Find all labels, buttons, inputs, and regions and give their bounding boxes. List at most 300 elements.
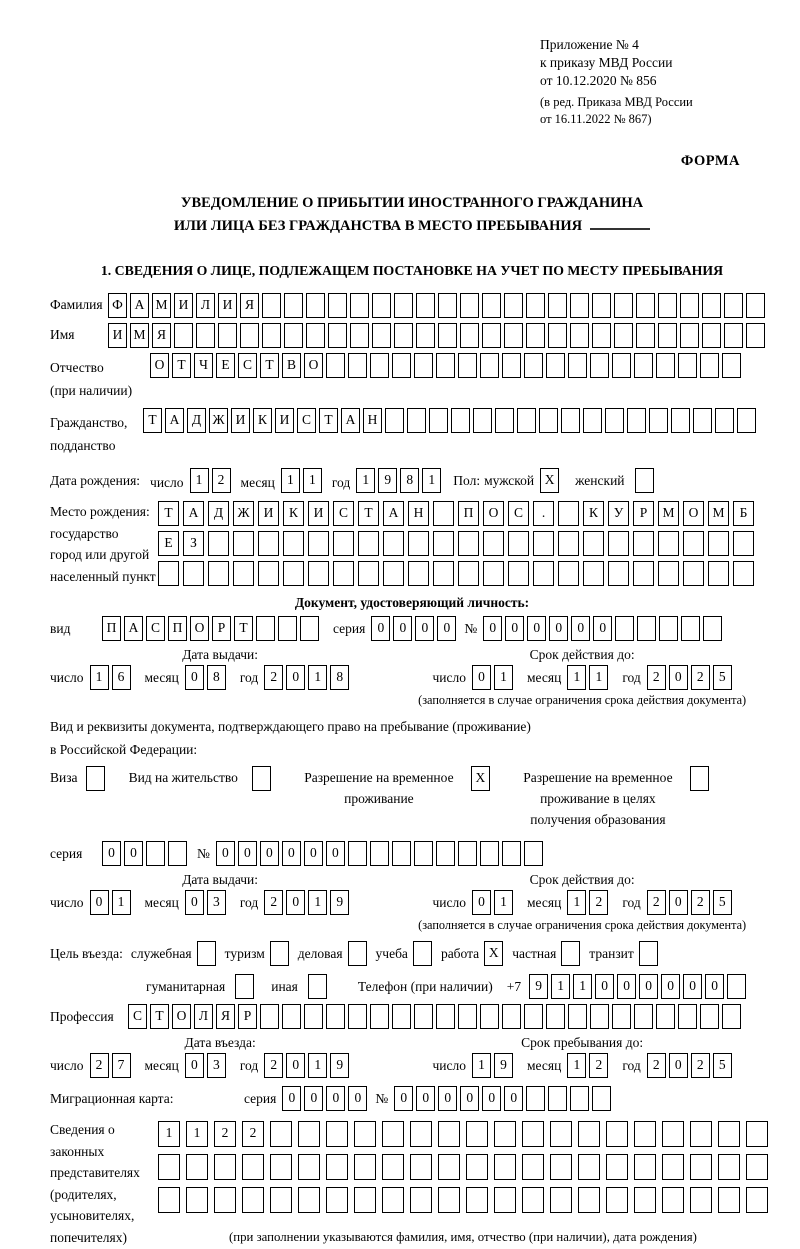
form-cell[interactable]: 0 — [504, 1086, 523, 1111]
form-cell[interactable] — [383, 531, 404, 556]
form-cell[interactable] — [480, 841, 499, 866]
form-cell[interactable]: 0 — [415, 616, 434, 641]
form-cell[interactable]: 2 — [647, 890, 666, 915]
form-cell[interactable]: 5 — [713, 665, 732, 690]
form-cell[interactable]: 0 — [394, 1086, 413, 1111]
form-cell[interactable] — [298, 1187, 320, 1213]
form-cell[interactable] — [258, 531, 279, 556]
form-cell[interactable]: 1 — [567, 890, 586, 915]
form-cell[interactable]: 7 — [112, 1053, 131, 1078]
form-cell[interactable] — [282, 1004, 301, 1029]
form-cell[interactable]: 0 — [286, 1053, 305, 1078]
form-cell[interactable]: О — [150, 353, 169, 378]
checkbox-cell[interactable] — [86, 766, 105, 791]
form-cell[interactable]: А — [383, 501, 404, 526]
form-cell[interactable]: 0 — [438, 1086, 457, 1111]
form-cell[interactable] — [634, 1187, 656, 1213]
form-cell[interactable] — [539, 408, 558, 433]
form-cell[interactable]: 1 — [281, 468, 300, 493]
form-cell[interactable] — [385, 408, 404, 433]
form-cell[interactable] — [614, 323, 633, 348]
form-cell[interactable] — [658, 293, 677, 318]
form-cell[interactable] — [727, 974, 746, 999]
form-cell[interactable] — [583, 561, 604, 586]
form-cell[interactable] — [592, 1086, 611, 1111]
form-cell[interactable]: 1 — [158, 1121, 180, 1147]
form-cell[interactable] — [429, 408, 448, 433]
form-cell[interactable]: 0 — [393, 616, 412, 641]
form-cell[interactable] — [614, 293, 633, 318]
form-cell[interactable]: 0 — [260, 841, 279, 866]
form-cell[interactable] — [746, 323, 765, 348]
form-cell[interactable] — [242, 1154, 264, 1180]
form-cell[interactable] — [502, 1004, 521, 1029]
form-cell[interactable]: О — [172, 1004, 191, 1029]
form-cell[interactable] — [458, 561, 479, 586]
form-cell[interactable] — [436, 353, 455, 378]
form-cell[interactable] — [358, 561, 379, 586]
form-cell[interactable] — [158, 1187, 180, 1213]
checkbox-cell[interactable] — [252, 766, 271, 791]
form-cell[interactable] — [526, 293, 545, 318]
form-cell[interactable]: 0 — [669, 1053, 688, 1078]
form-cell[interactable] — [548, 323, 567, 348]
form-cell[interactable] — [615, 616, 634, 641]
checkbox-cell[interactable] — [308, 974, 327, 999]
form-cell[interactable]: 2 — [264, 890, 283, 915]
form-cell[interactable] — [482, 293, 501, 318]
form-cell[interactable]: 0 — [661, 974, 680, 999]
form-cell[interactable]: М — [152, 293, 171, 318]
form-cell[interactable] — [568, 353, 587, 378]
form-cell[interactable] — [158, 561, 179, 586]
form-cell[interactable] — [392, 841, 411, 866]
form-cell[interactable] — [460, 293, 479, 318]
form-cell[interactable]: 2 — [264, 1053, 283, 1078]
form-cell[interactable]: 5 — [713, 890, 732, 915]
checkbox-cell[interactable] — [413, 941, 432, 966]
form-cell[interactable]: Я — [152, 323, 171, 348]
form-cell[interactable]: 2 — [264, 665, 283, 690]
form-cell[interactable] — [480, 1004, 499, 1029]
form-cell[interactable] — [174, 323, 193, 348]
form-cell[interactable] — [590, 1004, 609, 1029]
form-cell[interactable] — [546, 1004, 565, 1029]
form-cell[interactable] — [304, 1004, 323, 1029]
form-cell[interactable] — [410, 1187, 432, 1213]
form-cell[interactable] — [526, 1086, 545, 1111]
form-cell[interactable] — [690, 1121, 712, 1147]
form-cell[interactable]: 1 — [303, 468, 322, 493]
form-cell[interactable] — [658, 323, 677, 348]
form-cell[interactable]: С — [297, 408, 316, 433]
form-cell[interactable] — [681, 616, 700, 641]
form-cell[interactable]: М — [130, 323, 149, 348]
form-cell[interactable]: Ж — [233, 501, 254, 526]
form-cell[interactable] — [208, 561, 229, 586]
form-cell[interactable]: А — [341, 408, 360, 433]
form-cell[interactable] — [146, 841, 165, 866]
checkbox-cell[interactable] — [561, 941, 580, 966]
form-cell[interactable] — [407, 408, 426, 433]
checkbox-cell[interactable] — [639, 941, 658, 966]
form-cell[interactable]: З — [183, 531, 204, 556]
form-cell[interactable]: Д — [208, 501, 229, 526]
form-cell[interactable] — [612, 353, 631, 378]
form-cell[interactable] — [608, 531, 629, 556]
form-cell[interactable]: 1 — [112, 890, 131, 915]
form-cell[interactable]: 3 — [207, 1053, 226, 1078]
form-cell[interactable] — [606, 1121, 628, 1147]
form-cell[interactable] — [392, 1004, 411, 1029]
form-cell[interactable] — [724, 323, 743, 348]
form-cell[interactable] — [522, 1187, 544, 1213]
form-cell[interactable] — [733, 561, 754, 586]
form-cell[interactable] — [480, 353, 499, 378]
form-cell[interactable]: 0 — [185, 890, 204, 915]
form-cell[interactable] — [680, 293, 699, 318]
form-cell[interactable]: П — [168, 616, 187, 641]
form-cell[interactable]: И — [258, 501, 279, 526]
form-cell[interactable] — [737, 408, 756, 433]
form-cell[interactable]: Т — [150, 1004, 169, 1029]
form-cell[interactable] — [708, 531, 729, 556]
form-cell[interactable] — [578, 1187, 600, 1213]
form-cell[interactable]: Н — [363, 408, 382, 433]
form-cell[interactable]: 0 — [669, 890, 688, 915]
form-cell[interactable] — [333, 561, 354, 586]
form-cell[interactable] — [233, 561, 254, 586]
form-cell[interactable] — [612, 1004, 631, 1029]
checkbox-cell[interactable]: X — [471, 766, 490, 791]
form-cell[interactable] — [583, 531, 604, 556]
form-cell[interactable]: К — [253, 408, 272, 433]
form-cell[interactable] — [678, 353, 697, 378]
form-cell[interactable] — [746, 1187, 768, 1213]
form-cell[interactable] — [508, 561, 529, 586]
form-cell[interactable] — [258, 561, 279, 586]
form-cell[interactable]: И — [231, 408, 250, 433]
form-cell[interactable]: 3 — [207, 890, 226, 915]
form-cell[interactable] — [483, 531, 504, 556]
form-cell[interactable]: П — [102, 616, 121, 641]
form-cell[interactable] — [433, 501, 454, 526]
form-cell[interactable] — [634, 1004, 653, 1029]
form-cell[interactable] — [326, 1004, 345, 1029]
form-cell[interactable] — [183, 561, 204, 586]
form-cell[interactable]: 1 — [90, 665, 109, 690]
form-cell[interactable] — [438, 1154, 460, 1180]
form-cell[interactable] — [438, 1187, 460, 1213]
form-cell[interactable]: Р — [633, 501, 654, 526]
form-cell[interactable]: Ч — [194, 353, 213, 378]
form-cell[interactable]: К — [583, 501, 604, 526]
form-cell[interactable]: 0 — [683, 974, 702, 999]
form-cell[interactable] — [382, 1121, 404, 1147]
form-cell[interactable] — [466, 1187, 488, 1213]
form-cell[interactable] — [214, 1187, 236, 1213]
form-cell[interactable] — [570, 1086, 589, 1111]
form-cell[interactable]: А — [130, 293, 149, 318]
form-cell[interactable]: 0 — [216, 841, 235, 866]
form-cell[interactable]: 2 — [214, 1121, 236, 1147]
form-cell[interactable] — [326, 1121, 348, 1147]
form-cell[interactable] — [656, 353, 675, 378]
form-cell[interactable]: 0 — [348, 1086, 367, 1111]
form-cell[interactable]: 0 — [595, 974, 614, 999]
form-cell[interactable]: 0 — [185, 1053, 204, 1078]
form-cell[interactable] — [561, 408, 580, 433]
form-cell[interactable] — [570, 293, 589, 318]
form-cell[interactable] — [158, 1154, 180, 1180]
form-cell[interactable] — [306, 293, 325, 318]
form-cell[interactable] — [482, 323, 501, 348]
form-cell[interactable] — [502, 353, 521, 378]
form-cell[interactable] — [659, 616, 678, 641]
form-cell[interactable] — [458, 531, 479, 556]
form-cell[interactable] — [590, 353, 609, 378]
form-cell[interactable] — [262, 323, 281, 348]
form-cell[interactable]: М — [708, 501, 729, 526]
checkbox-cell[interactable]: X — [484, 941, 503, 966]
form-cell[interactable]: С — [238, 353, 257, 378]
form-cell[interactable] — [746, 1121, 768, 1147]
form-cell[interactable] — [558, 501, 579, 526]
form-cell[interactable] — [218, 323, 237, 348]
form-cell[interactable] — [298, 1121, 320, 1147]
form-cell[interactable]: 0 — [416, 1086, 435, 1111]
form-cell[interactable] — [718, 1121, 740, 1147]
form-cell[interactable] — [458, 1004, 477, 1029]
form-cell[interactable]: 2 — [589, 890, 608, 915]
form-cell[interactable] — [326, 1154, 348, 1180]
form-cell[interactable]: 0 — [282, 841, 301, 866]
form-cell[interactable]: 0 — [304, 1086, 323, 1111]
form-cell[interactable] — [703, 616, 722, 641]
form-cell[interactable] — [208, 531, 229, 556]
form-cell[interactable]: О — [304, 353, 323, 378]
form-cell[interactable]: 0 — [282, 1086, 301, 1111]
form-cell[interactable] — [186, 1187, 208, 1213]
form-cell[interactable] — [348, 841, 367, 866]
form-cell[interactable]: 0 — [472, 890, 491, 915]
form-cell[interactable]: 5 — [713, 1053, 732, 1078]
form-cell[interactable] — [370, 353, 389, 378]
form-cell[interactable]: 1 — [551, 974, 570, 999]
form-cell[interactable] — [473, 408, 492, 433]
form-cell[interactable] — [502, 841, 521, 866]
form-cell[interactable]: 0 — [593, 616, 612, 641]
form-cell[interactable]: 0 — [124, 841, 143, 866]
form-cell[interactable] — [433, 531, 454, 556]
form-cell[interactable]: И — [275, 408, 294, 433]
form-cell[interactable] — [608, 561, 629, 586]
form-cell[interactable]: О — [190, 616, 209, 641]
form-cell[interactable]: Н — [408, 501, 429, 526]
form-cell[interactable] — [233, 531, 254, 556]
form-cell[interactable] — [394, 323, 413, 348]
form-cell[interactable] — [718, 1187, 740, 1213]
form-cell[interactable]: Ф — [108, 293, 127, 318]
form-cell[interactable]: 2 — [691, 1053, 710, 1078]
form-cell[interactable]: 6 — [112, 665, 131, 690]
form-cell[interactable] — [662, 1154, 684, 1180]
form-cell[interactable] — [683, 561, 704, 586]
form-cell[interactable] — [656, 1004, 675, 1029]
form-cell[interactable]: 0 — [549, 616, 568, 641]
form-cell[interactable]: Т — [358, 501, 379, 526]
form-cell[interactable] — [308, 531, 329, 556]
form-cell[interactable]: 0 — [669, 665, 688, 690]
form-cell[interactable]: 0 — [326, 841, 345, 866]
form-cell[interactable]: 1 — [494, 665, 513, 690]
form-cell[interactable] — [700, 1004, 719, 1029]
form-cell[interactable] — [414, 1004, 433, 1029]
form-cell[interactable] — [522, 1121, 544, 1147]
form-cell[interactable] — [693, 408, 712, 433]
form-cell[interactable] — [196, 323, 215, 348]
form-cell[interactable] — [634, 353, 653, 378]
form-cell[interactable] — [680, 323, 699, 348]
form-cell[interactable] — [326, 1187, 348, 1213]
form-cell[interactable] — [526, 323, 545, 348]
form-cell[interactable]: 9 — [494, 1053, 513, 1078]
form-cell[interactable]: С — [508, 501, 529, 526]
form-cell[interactable]: 1 — [356, 468, 375, 493]
form-cell[interactable]: 1 — [422, 468, 441, 493]
form-cell[interactable] — [690, 1187, 712, 1213]
form-cell[interactable] — [382, 1187, 404, 1213]
form-cell[interactable]: Л — [196, 293, 215, 318]
form-cell[interactable] — [298, 1154, 320, 1180]
form-cell[interactable] — [678, 1004, 697, 1029]
form-cell[interactable] — [333, 531, 354, 556]
form-cell[interactable] — [606, 1154, 628, 1180]
form-cell[interactable]: 1 — [308, 890, 327, 915]
form-cell[interactable] — [186, 1154, 208, 1180]
form-cell[interactable]: 0 — [102, 841, 121, 866]
form-cell[interactable] — [436, 1004, 455, 1029]
form-cell[interactable]: Т — [319, 408, 338, 433]
form-cell[interactable] — [522, 1154, 544, 1180]
form-cell[interactable] — [578, 1121, 600, 1147]
form-cell[interactable]: . — [533, 501, 554, 526]
form-cell[interactable]: И — [218, 293, 237, 318]
form-cell[interactable] — [410, 1154, 432, 1180]
checkbox-cell[interactable] — [270, 941, 289, 966]
form-cell[interactable]: 8 — [207, 665, 226, 690]
form-cell[interactable] — [558, 531, 579, 556]
form-cell[interactable] — [662, 1121, 684, 1147]
form-cell[interactable]: 1 — [567, 665, 586, 690]
form-cell[interactable]: 1 — [190, 468, 209, 493]
form-cell[interactable]: 2 — [691, 665, 710, 690]
form-cell[interactable] — [722, 1004, 741, 1029]
form-cell[interactable] — [354, 1154, 376, 1180]
checkbox-cell[interactable] — [635, 468, 654, 493]
form-cell[interactable] — [283, 531, 304, 556]
form-cell[interactable] — [517, 408, 536, 433]
form-cell[interactable] — [392, 353, 411, 378]
form-cell[interactable] — [414, 353, 433, 378]
form-cell[interactable]: 2 — [242, 1121, 264, 1147]
form-cell[interactable]: 0 — [505, 616, 524, 641]
form-cell[interactable]: 8 — [400, 468, 419, 493]
form-cell[interactable]: П — [458, 501, 479, 526]
form-cell[interactable] — [636, 323, 655, 348]
form-cell[interactable]: О — [483, 501, 504, 526]
form-cell[interactable]: 0 — [326, 1086, 345, 1111]
form-cell[interactable]: 2 — [691, 890, 710, 915]
form-cell[interactable] — [382, 1154, 404, 1180]
form-cell[interactable]: Ж — [209, 408, 228, 433]
form-cell[interactable] — [558, 561, 579, 586]
form-cell[interactable] — [372, 323, 391, 348]
form-cell[interactable] — [494, 1154, 516, 1180]
form-cell[interactable] — [260, 1004, 279, 1029]
form-cell[interactable]: С — [333, 501, 354, 526]
form-cell[interactable] — [394, 293, 413, 318]
form-cell[interactable]: 0 — [304, 841, 323, 866]
form-cell[interactable] — [416, 293, 435, 318]
form-cell[interactable]: Я — [240, 293, 259, 318]
checkbox-cell[interactable]: X — [540, 468, 559, 493]
form-cell[interactable] — [416, 323, 435, 348]
form-cell[interactable]: 2 — [90, 1053, 109, 1078]
form-cell[interactable] — [548, 1086, 567, 1111]
form-cell[interactable] — [438, 293, 457, 318]
form-cell[interactable]: Т — [172, 353, 191, 378]
form-cell[interactable] — [350, 323, 369, 348]
checkbox-cell[interactable] — [235, 974, 254, 999]
form-cell[interactable] — [262, 293, 281, 318]
form-cell[interactable] — [722, 353, 741, 378]
form-cell[interactable] — [370, 841, 389, 866]
form-cell[interactable] — [270, 1121, 292, 1147]
form-cell[interactable] — [592, 293, 611, 318]
form-cell[interactable]: Е — [158, 531, 179, 556]
form-cell[interactable] — [592, 323, 611, 348]
form-cell[interactable] — [300, 616, 319, 641]
form-cell[interactable] — [328, 293, 347, 318]
form-cell[interactable] — [546, 353, 565, 378]
form-cell[interactable]: 0 — [437, 616, 456, 641]
form-cell[interactable] — [570, 323, 589, 348]
checkbox-cell[interactable] — [690, 766, 709, 791]
form-cell[interactable]: А — [183, 501, 204, 526]
form-cell[interactable]: У — [608, 501, 629, 526]
form-cell[interactable] — [550, 1154, 572, 1180]
form-cell[interactable]: 0 — [639, 974, 658, 999]
form-cell[interactable] — [578, 1154, 600, 1180]
form-cell[interactable] — [690, 1154, 712, 1180]
form-cell[interactable] — [662, 1187, 684, 1213]
form-cell[interactable]: Т — [234, 616, 253, 641]
form-cell[interactable]: 2 — [212, 468, 231, 493]
form-cell[interactable] — [256, 616, 275, 641]
form-cell[interactable] — [715, 408, 734, 433]
form-cell[interactable] — [372, 293, 391, 318]
form-cell[interactable]: О — [683, 501, 704, 526]
form-cell[interactable]: 2 — [647, 1053, 666, 1078]
form-cell[interactable] — [460, 323, 479, 348]
form-cell[interactable] — [636, 293, 655, 318]
form-cell[interactable]: 8 — [330, 665, 349, 690]
form-cell[interactable]: 0 — [483, 616, 502, 641]
form-cell[interactable] — [354, 1187, 376, 1213]
form-cell[interactable] — [348, 353, 367, 378]
form-cell[interactable] — [270, 1154, 292, 1180]
